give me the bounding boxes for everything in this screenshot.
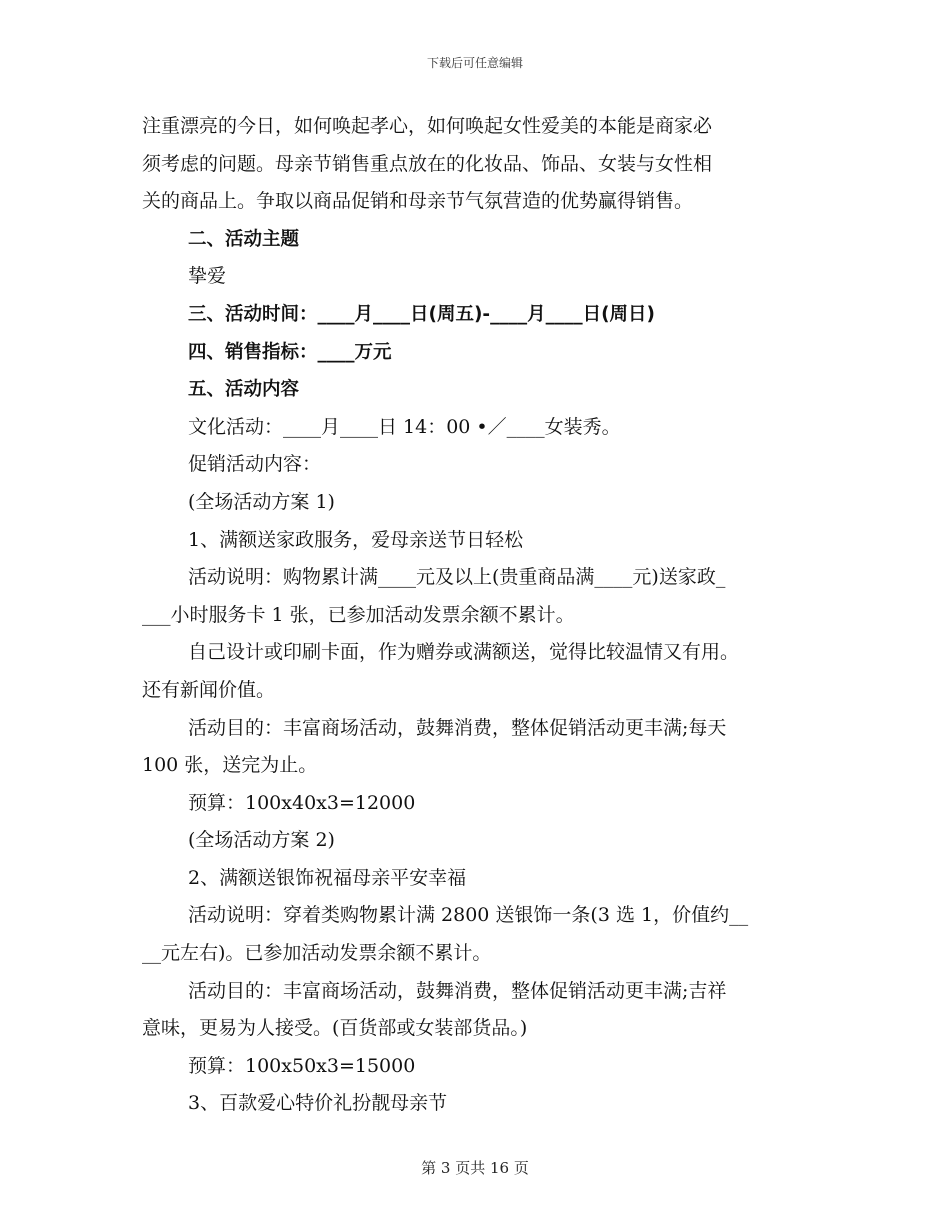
paragraph-line: 自己设计或印刷卡面，作为赠券或满额送，觉得比较温情又有用。 [188,641,740,664]
paragraph-line: 活动说明：购物累计满____元及以上(贵重商品满____元)送家政_ [188,566,726,589]
paragraph-line: 注重漂亮的今日，如何唤起孝心，如何唤起女性爱美的本能是商家必 [142,115,713,137]
paragraph-line: 100 张，送完为止。 [142,754,318,777]
page-header: 下载后可任意编辑 [426,56,523,70]
paragraph-line: (全场活动方案 2) [188,829,335,852]
paragraph-line: 促销活动内容： [188,453,322,476]
paragraph-line: 活动说明：穿着类购物累计满 2800 送银饰一条(3 选 1，价值约__ [188,904,749,927]
paragraph-line: 还有新闻价值。 [142,678,276,701]
paragraph-line: 预算：100x40x3=12000 [188,791,416,814]
paragraph-line: 活动目的：丰富商场活动，鼓舞消费，整体促销活动更丰满;吉祥 [188,979,727,1002]
section-heading: 五、活动内容 [188,379,300,401]
section-heading: 四、销售指标：____万元 [188,341,392,363]
paragraph-line: 意味，更易为人接受。(百货部或女装部货品。) [142,1017,528,1040]
paragraph-line: 预算：100x50x3=15000 [188,1054,416,1077]
paragraph-line: ___小时服务卡 1 张，已参加活动发票余额不累计。 [142,603,575,626]
paragraph-line: 活动目的：丰富商场活动，鼓舞消费，整体促销活动更丰满;每天 [188,716,727,739]
paragraph-line: 挚爱 [188,265,227,288]
paragraph-line: 3、百款爱心特价礼扮靓母亲节 [188,1092,448,1115]
paragraph-line: (全场活动方案 1) [188,490,335,513]
section-heading: 二、活动主题 [188,228,300,250]
paragraph-line: 1、满额送家政服务，爱母亲送节日轻松 [188,528,524,551]
paragraph-line: 须考虑的问题。母亲节销售重点放在的化妆品、饰品、女装与女性相 [142,152,713,175]
paragraph-line: 文化活动：____月____日 14：00 •／____女装秀。 [188,415,621,438]
paragraph-line: 2、满额送银饰祝福母亲平安幸福 [188,866,467,889]
paragraph-line: __元左右)。已参加活动发票余额不累计。 [142,942,492,965]
paragraph-line: 关的商品上。争取以商品促销和母亲节气氛营造的优势赢得销售。 [142,190,694,213]
page-footer: 第 3 页共 16 页 [421,1159,529,1177]
document-body [142,108,812,1123]
section-heading: 三、活动时间：____月____日(周五)-____月____日(周日) [188,303,655,325]
